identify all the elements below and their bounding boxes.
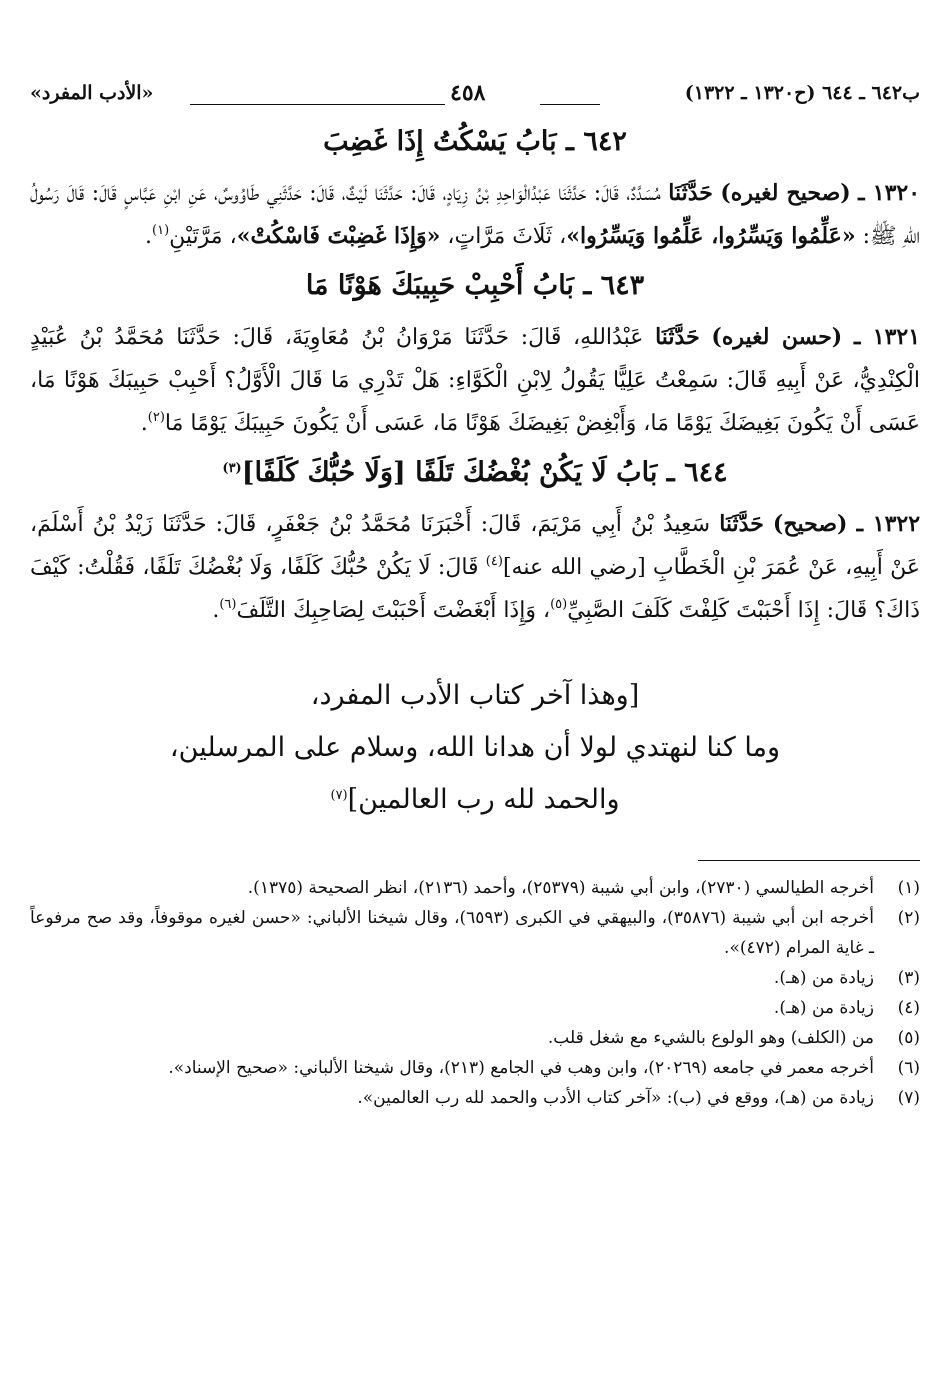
footnote-number: (١) xyxy=(897,878,920,898)
hadith-text: سَعِيدُ بْنُ أَبِي مَرْيَمَ، قَالَ: أَخْبَرَنَا مُحَمَّدُ بْنُ جَعْفَرٍ، قَالَ: حَدَّثَنَا زَيْدُ بْنُ أَسْلَمَ، عَنْ أَبِيهِ، عَنْ عُمَرَ بْنِ الْخَطَّابِ [رضي الله عنه] xyxy=(30,512,921,580)
footnotes xyxy=(30,873,920,1113)
footnote-text: أخرجه معمر في جامعه (٢٠٢٦٩)، وابن وهب في الجامع (٢١٣)، وقال شيخنا الألباني: «صحيح الإسناد». xyxy=(168,1058,874,1078)
hadith-text: ، ثَلَاثَ مَرَّاتٍ، xyxy=(440,224,567,249)
footnote-ref: (٣) xyxy=(222,461,242,476)
footnote xyxy=(30,903,920,963)
page-number: ٤٥٨ xyxy=(450,80,486,106)
header-rule-right xyxy=(540,104,600,105)
footnote-number: (٧) xyxy=(897,1088,920,1108)
colophon-line-3 xyxy=(30,774,920,826)
hadith-text: عَبْدُاللهِ، قَالَ: حَدَّثَنَا مَرْوَانُ بْنُ مُعَاوِيَةَ، قَالَ: حَدَّثَنَا مُحَمَّدُ بْنُ عُبَيْدٍ الْكِنْدِيُّ، عَنْ أَبِيهِ قَالَ: سَمِعْتُ عَلِيًّا يَقُولُ لِابْنِ الْكَوَّاءِ: هَلْ تَدْرِي مَا قَالَ الْأَوَّلُ؟ أَحْبِبْ حَبِيبَكَ هَوْنًا مَا، عَسَى أَنْ يَكُونَ بَغِيضَكَ يَوْمًا مَا، وَأَبْغِضْ بَغِيضَكَ هَوْنًا مَا، عَسَى أَنْ يَكُونَ حَبِيبَكَ يَوْمًا مَا xyxy=(30,325,920,436)
hadith-1320 xyxy=(30,172,920,258)
header-range: ب٦٤٢ ـ ٦٤٤ (ح١٣٢٠ ـ ١٣٢٢) xyxy=(684,82,920,104)
footnote-number: (٤) xyxy=(897,998,920,1018)
footnote-number: (٢) xyxy=(897,908,920,928)
book-page xyxy=(30,78,920,1113)
footnote-ref: (٥) xyxy=(550,597,568,612)
hadith-text: ، وَإِذَا أَبْغَضْتَ أَحْبَبْتَ لِصَاحِبِكَ التَّلَفَ xyxy=(236,598,551,623)
haddathana: حَدَّثَنَا xyxy=(668,180,713,206)
hadith-end: . xyxy=(212,598,220,623)
footnote-text: أخرجه ابن أبي شيبة (٣٥٨٧٦)، والبيهقي في الكبرى (٦٥٩٣)، وقال شيخنا الألباني: «حسن لغيره موقوفاً، وقد صح مرفوعاً ـ غاية المرام (٤٧٢)». xyxy=(30,908,875,958)
footnote-number: (٣) xyxy=(897,968,920,988)
footnote xyxy=(30,1023,920,1053)
header-book-title: «الأدب المفرد» xyxy=(30,82,154,104)
hadith-1321 xyxy=(30,316,920,445)
chapter-title-642: ٦٤٢ ـ بَابُ يَسْكُتُ إِذَا غَضِبَ xyxy=(323,126,627,157)
hadith-number: ١٣٢١ ـ xyxy=(853,324,921,350)
footnote-ref: (١) xyxy=(152,223,170,238)
footnote-ref: (٤) xyxy=(485,554,503,569)
footnote-number: (٥) xyxy=(897,1028,920,1048)
footnote-text: زيادة من (هـ). xyxy=(773,998,874,1018)
colophon-line-2: وما كنا لنهتدي لولا أن هدانا الله، وسلام على المرسلين، xyxy=(169,732,781,763)
chapter-title-643: ٦٤٣ ـ بَابُ أَحْبِبْ حَبِيبَكَ هَوْنًا مَا xyxy=(305,270,645,301)
chapter-title-644 xyxy=(30,453,920,493)
colophon xyxy=(30,670,920,826)
footnote-text: أخرجه الطيالسي (٢٧٣٠)، وابن أبي شيبة (٢٥٣٧٩)، وأحمد (٢١٣٦)، انظر الصحيحة (١٣٧٥). xyxy=(247,878,874,898)
haddathana: حَدَّثَنَا xyxy=(719,511,764,537)
footnote-text: زيادة من (هـ)، ووقع في (ب): «آخر كتاب الأدب والحمد لله رب العالمين». xyxy=(357,1088,874,1108)
hadith-end: . xyxy=(140,411,148,436)
haddathana: حَدَّثَنَا xyxy=(655,324,700,350)
hadith-bold-text: «وَإِذَا غَضِبْتَ فَاسْكُتْ» xyxy=(236,223,441,249)
footnote xyxy=(30,963,920,993)
footnote xyxy=(30,1083,920,1113)
hadith-text: قَالَ: لَا يَكُنْ حُبُّكَ كَلَفًا، وَلَا بُغْضُكَ تَلَفًا، فَقُلْتُ: كَيْفَ ذَاكَ؟ قَالَ: إِذَا أَحْبَبْتَ كَلِفْتَ كَلَفَ الصَّبِيِّ xyxy=(30,555,920,623)
colophon-line-3-text: والحمد لله رب العالمين] xyxy=(347,784,620,815)
footnote-separator xyxy=(698,860,920,861)
hadith-number: ١٣٢٢ ـ xyxy=(856,511,921,537)
chapter-title-text: ٦٤٤ ـ بَابُ لَا يَكُنْ بُغْضُكَ تَلَفًا [وَلَا حُبُّكَ كَلَفًا] xyxy=(241,457,728,488)
footnote xyxy=(30,873,920,903)
colophon-line-1: [وهذا آخر كتاب الأدب المفرد، xyxy=(310,680,640,711)
footnote xyxy=(30,1053,920,1083)
footnote-ref: (٧) xyxy=(330,788,348,803)
hadith-number: ١٣٢٠ ـ xyxy=(858,180,921,206)
hadith-bold-text: «عَلِّمُوا وَيَسِّرُوا، عَلِّمُوا وَيَسِّرُوا» xyxy=(566,223,856,249)
hadith-grade: (حسن لغيره) xyxy=(711,324,843,350)
header-rule-left xyxy=(190,104,445,105)
footnote-text: زيادة من (هـ). xyxy=(773,968,874,988)
footnote xyxy=(30,993,920,1023)
footnote-ref: (٢) xyxy=(147,410,165,425)
footnote-ref: (٦) xyxy=(219,597,237,612)
hadith-end: . xyxy=(145,224,153,249)
hadith-1322 xyxy=(30,503,920,632)
hadith-grade: (صحيح لغيره) xyxy=(720,180,851,206)
hadith-grade: (صحيح) xyxy=(772,511,848,537)
running-header xyxy=(30,78,920,114)
footnote-number: (٦) xyxy=(897,1058,920,1078)
footnote-text: من (الكلف) وهو الولوع بالشيء مع شغل قلب. xyxy=(547,1028,874,1048)
hadith-text: مُسَدَّدٌ، قَالَ: حَدَّثَنَا عَبْدُالْوَاحِدِ بْنُ زِيَادٍ، قَالَ: حَدَّثَنَا لَيْثٌ، قَالَ: حَدَّثَنِي طَاوُوسٌ، عَنِ ابْنِ عَبَّاسٍ قَالَ: قَالَ رَسُولُ اللهِ ﷺ: xyxy=(30,181,920,249)
hadith-text: ، مَرَّتَيْنِ xyxy=(169,224,237,249)
